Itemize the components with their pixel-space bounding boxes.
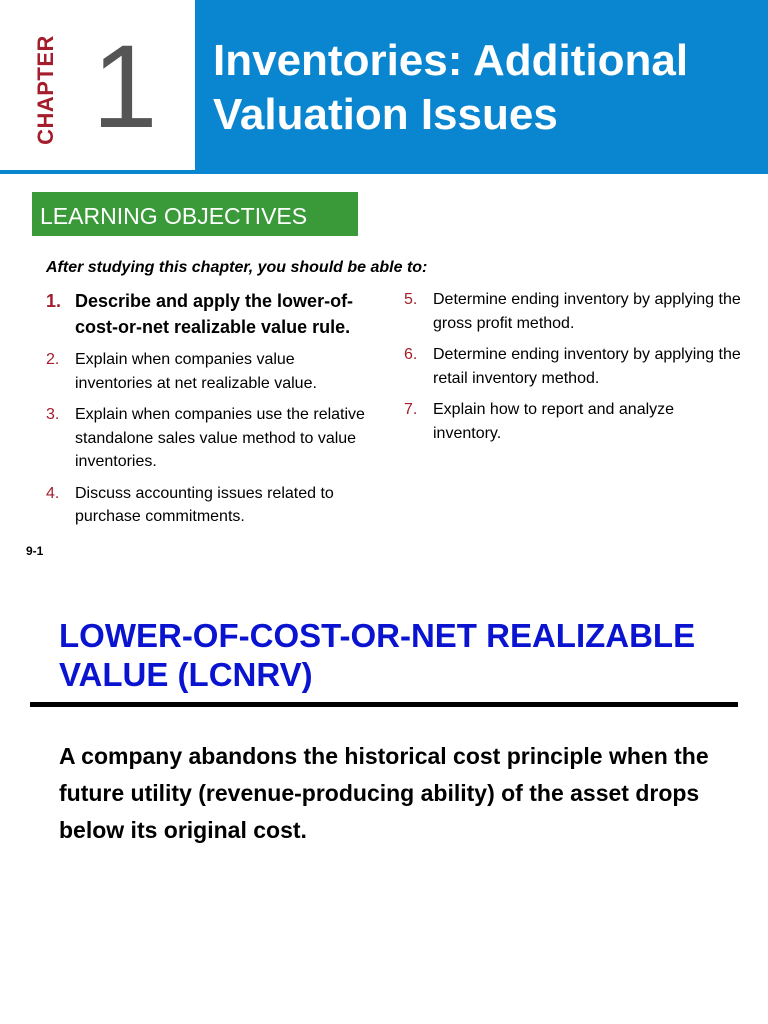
objective-item — [404, 343, 744, 390]
learning-objectives-banner — [32, 192, 358, 236]
objective-number: 6. — [404, 346, 418, 363]
chapter-label-box — [0, 0, 195, 170]
objective-item — [46, 348, 376, 395]
objective-item — [46, 482, 376, 529]
objective-text: Describe and apply the lower-of-cost-or-net realizable value rule. — [75, 291, 354, 337]
objective-number: 2. — [46, 351, 60, 368]
section-body-text: A company abandons the historical cost principle when the future utility (revenue-producing ability) of the asset drops below its original cost. — [59, 743, 709, 843]
objectives-column-left — [46, 288, 376, 537]
chapter-number: 1 — [92, 21, 158, 153]
objective-item — [46, 403, 376, 474]
objectives-column-right — [404, 288, 744, 453]
objective-text: Explain how to report and analyze inventory. — [433, 401, 675, 442]
objective-text: Explain when companies value inventories at net realizable value. — [75, 351, 317, 392]
objective-number: 7. — [404, 401, 418, 418]
objective-number: 4. — [46, 484, 60, 502]
objective-text: Determine ending inventory by applying the gross profit method. — [433, 291, 741, 332]
objective-item — [46, 288, 376, 340]
objective-text: Determine ending inventory by applying the retail inventory method. — [433, 346, 741, 387]
section-title-underline — [30, 702, 738, 707]
title-band — [195, 0, 768, 170]
slide-number: 9-1 — [26, 544, 44, 558]
learning-objectives-label: LEARNING OBJECTIVES — [40, 203, 308, 229]
section-title: LOWER-OF-COST-OR-NET REALIZABLE VALUE (LCNRV) — [59, 617, 696, 693]
objective-number: 3. — [46, 406, 60, 423]
header-divider — [0, 170, 768, 174]
objective-item — [404, 288, 744, 335]
objectives-intro: After studying this chapter, you should be able to: — [46, 259, 428, 276]
chapter-word: CHAPTER — [33, 35, 58, 145]
objective-number: 5. — [404, 291, 418, 308]
objective-text: Discuss accounting issues related to purchase commitments. — [75, 484, 334, 525]
chapter-title: Inventories: Additional Valuation Issues — [213, 36, 689, 139]
objective-item — [404, 398, 744, 445]
objective-text: Explain when companies use the relative standalone sales value method to value inventories. — [75, 406, 365, 470]
objective-number: 1. — [46, 291, 62, 311]
